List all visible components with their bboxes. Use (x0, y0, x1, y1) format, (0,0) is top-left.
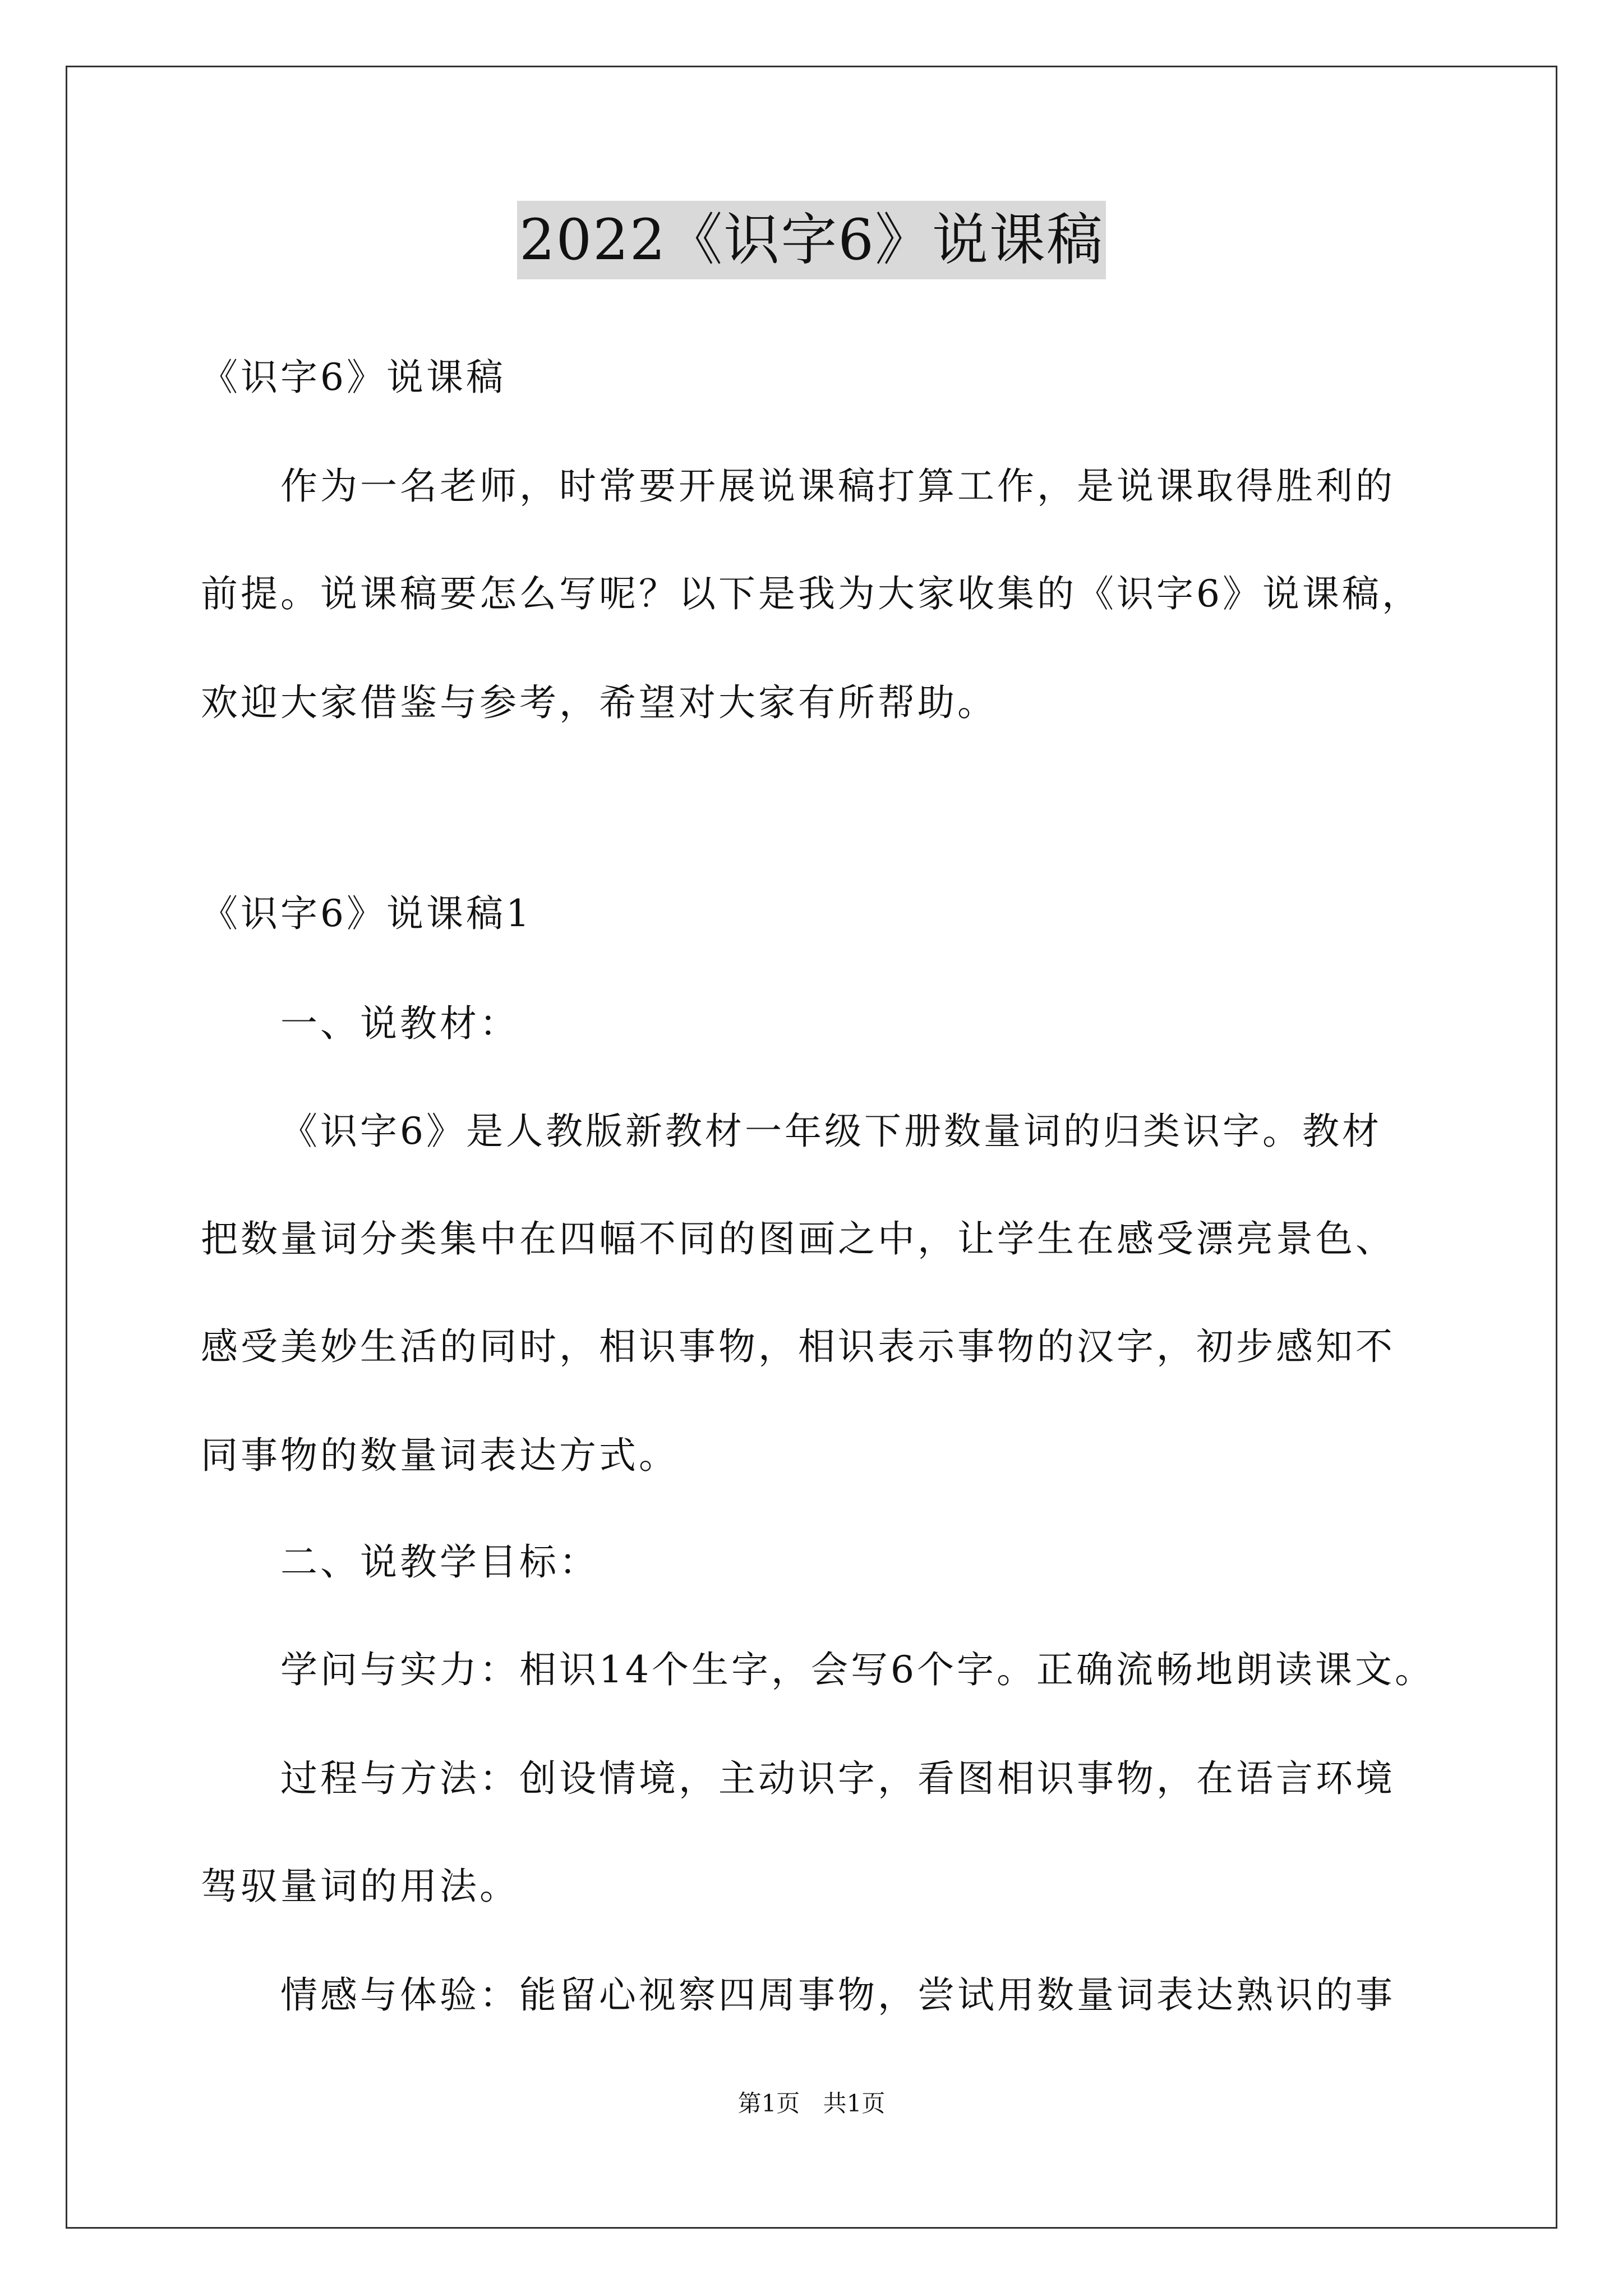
section-subheading: 二、说教学目标： (280, 1540, 599, 1584)
body-line: 把数量词分类集中在四幅不同的图画之中，让学生在感受漂亮景色、 (201, 1217, 1395, 1260)
body-line: 《识字6》是人教版新教材一年级下册数量词的归类识字。教材 (280, 1110, 1382, 1153)
body-line: 作为一名老师，时常要开展说课稿打算工作，是说课取得胜利的 (280, 464, 1395, 508)
body-line: 过程与方法：创设情境，主动识字，看图相识事物，在语言环境 (280, 1757, 1395, 1800)
body-line: 感受美妙生活的同时，相识事物，相识表示事物的汉字，初步感知不 (201, 1325, 1395, 1368)
body-line: 同事物的数量词表达方式。 (201, 1434, 679, 1477)
body-line: 驾驭量词的用法。 (201, 1865, 519, 1908)
page-footer (0, 2087, 1623, 2120)
body-line: 情感与体验：能留心视察四周事物，尝试用数量词表达熟识的事 (280, 1973, 1395, 2017)
section-subheading: 一、说教材： (280, 1002, 519, 1045)
body-line: 欢迎大家借鉴与参考，希望对大家有所帮助。 (201, 681, 997, 724)
document-title: 2022《识字6》说课稿 (517, 201, 1106, 279)
page-total: 共1页 (823, 2090, 886, 2117)
body-line: 前提。说课稿要怎么写呢？以下是我为大家收集的《识字6》说课稿， (201, 572, 1422, 615)
page-number: 第1页 (737, 2090, 800, 2117)
subtitle-line: 《识字6》说课稿 (201, 356, 506, 399)
section-heading: 《识字6》说课稿1 (201, 892, 532, 935)
body-line: 学问与实力：相识14个生字，会写6个字。正确流畅地朗读课文。 (280, 1648, 1435, 1691)
title-container (0, 201, 1623, 279)
